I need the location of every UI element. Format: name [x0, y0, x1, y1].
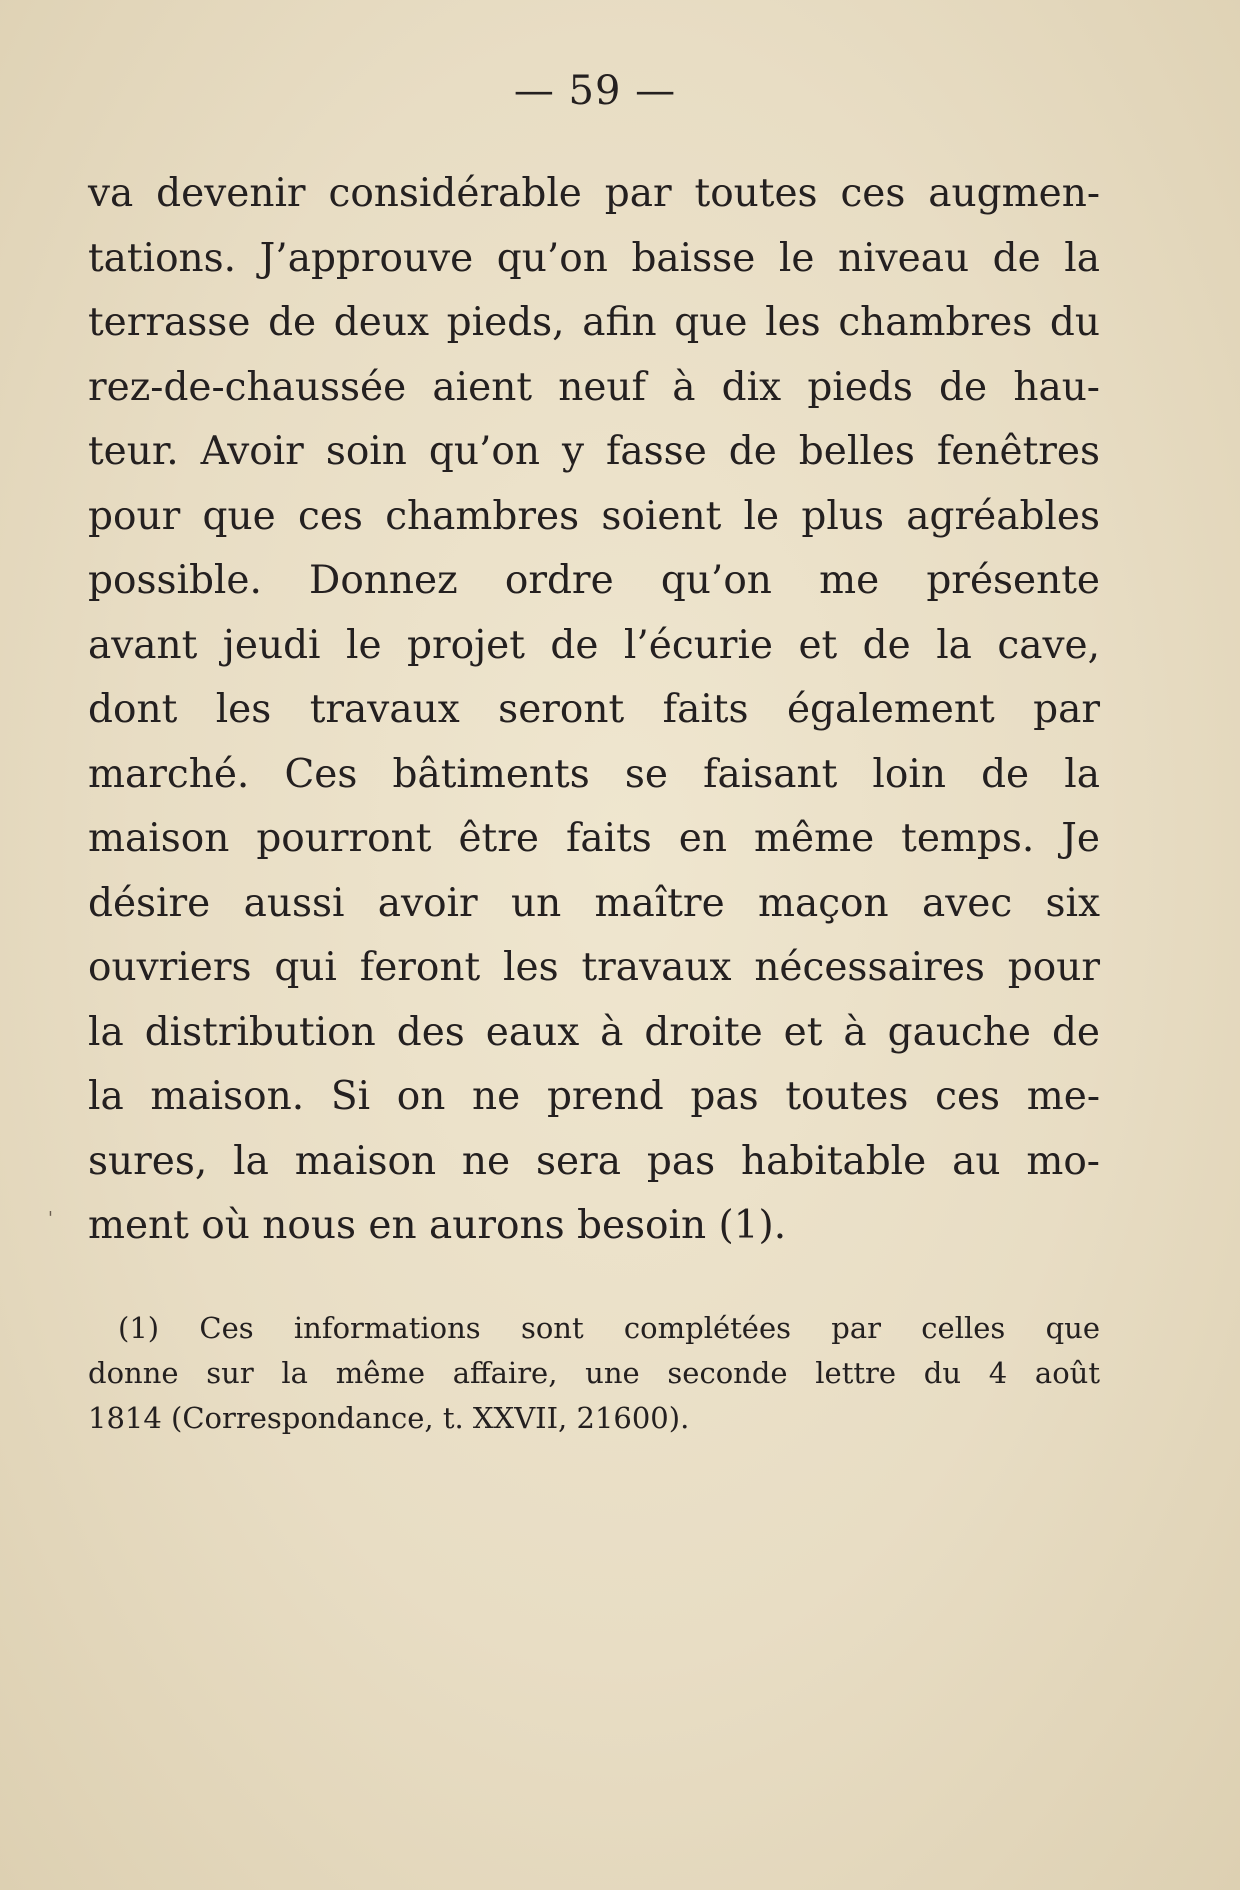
text-line: pour que ces chambres soient le plus agréables	[88, 493, 1100, 539]
text-line: avant jeudi le projet de l’écurie et de la cave,	[88, 622, 1100, 668]
text-line: la distribution des eaux à droite et à gauche de	[88, 1009, 1100, 1055]
footnote-line: donne sur la même affaire, une seconde lettre du 4 août	[88, 1356, 1100, 1390]
text-line: sures, la maison ne sera pas habitable au mo-	[88, 1138, 1100, 1184]
page-number: — 59 —	[513, 68, 677, 114]
text-line: tations. J’approuve qu’on baisse le niveau de la	[88, 235, 1100, 281]
footnote-line: (1) Ces informations sont complétées par celles que	[118, 1311, 1100, 1345]
text-line: ment où nous en aurons besoin (1).	[88, 1203, 787, 1248]
margin-mark: '	[48, 1208, 53, 1229]
text-line: terrasse de deux pieds, afin que les chambres du	[88, 300, 1100, 345]
footnote-line: 1814 (Correspondance, t. XXVII, 21600).	[88, 1401, 690, 1435]
text-line: la maison. Si on ne prend pas toutes ces me-	[88, 1074, 1100, 1119]
text-line: désire aussi avoir un maître maçon avec six	[88, 880, 1100, 926]
text-line: possible. Donnez ordre qu’on me présente	[88, 558, 1100, 603]
footnote	[88, 1306, 1100, 1441]
text-line: maison pourront être faits en même temps. Je	[88, 816, 1100, 861]
text-line: marché. Ces bâtiments se faisant loin de la	[88, 751, 1100, 797]
text-line: dont les travaux seront faits également par	[88, 687, 1100, 732]
text-line: va devenir considérable par toutes ces augmen-	[88, 171, 1100, 216]
text-line: rez-de-chaussée aient neuf à dix pieds de hau-	[88, 364, 1100, 410]
body-text	[88, 162, 1100, 1259]
text-line: teur. Avoir soin qu’on y fasse de belles fenêtres	[88, 429, 1100, 474]
text-line: ouvriers qui feront les travaux nécessaires pour	[88, 945, 1100, 990]
